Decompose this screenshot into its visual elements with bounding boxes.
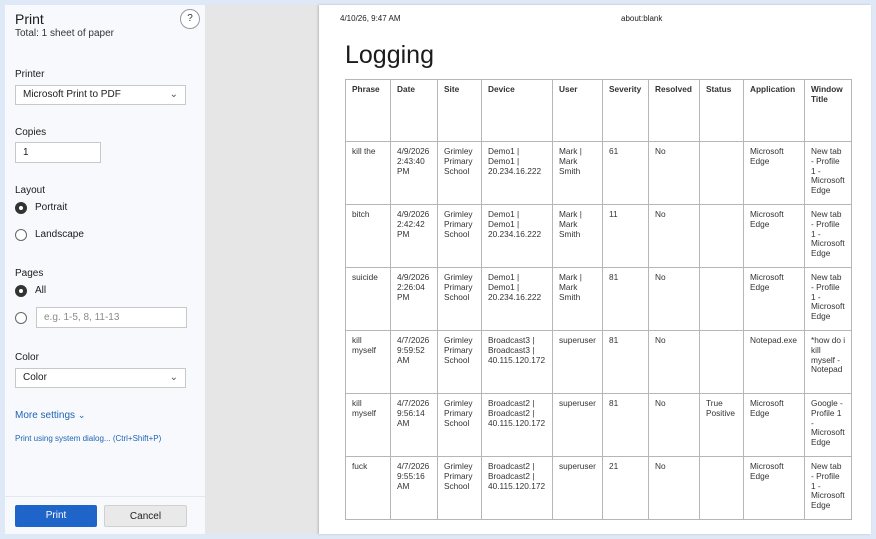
table-row — [346, 457, 852, 520]
column-header: Date — [391, 80, 438, 142]
table-cell: *how do i kill myself - Notepad — [805, 331, 852, 394]
table-cell: fuck — [346, 457, 391, 520]
page-title: Logging — [345, 41, 434, 69]
color-label: Color — [15, 352, 39, 363]
table-cell: Microsoft Edge — [744, 394, 805, 457]
table-row — [346, 268, 852, 331]
printer-select-value: Microsoft Print to PDF — [23, 89, 121, 100]
logging-table — [345, 79, 852, 520]
table-cell — [700, 457, 744, 520]
chevron-down-icon: ⌄ — [169, 372, 178, 383]
table-cell: Broadcast2 | Broadcast2 | 40.115.120.172 — [482, 394, 553, 457]
preview-page — [319, 5, 871, 534]
table-row — [346, 331, 852, 394]
table-cell: 81 — [603, 331, 649, 394]
table-cell: Demo1 | Demo1 | 20.234.16.222 — [482, 268, 553, 331]
table-cell: 4/9/2026 2:43:40 PM — [391, 142, 438, 205]
pages-range-input[interactable]: e.g. 1-5, 8, 11-13 — [36, 307, 187, 328]
table-cell: Notepad.exe — [744, 331, 805, 394]
more-settings-link[interactable] — [15, 410, 85, 421]
column-header: Window Title — [805, 80, 852, 142]
column-header: Application — [744, 80, 805, 142]
table-cell: 61 — [603, 142, 649, 205]
help-icon[interactable]: ? — [180, 9, 200, 29]
column-header: Severity — [603, 80, 649, 142]
pages-label: Pages — [15, 268, 44, 279]
copies-label: Copies — [15, 127, 47, 138]
table-row — [346, 142, 852, 205]
print-summary: Total: 1 sheet of paper — [15, 28, 114, 39]
landscape-label: Landscape — [35, 229, 84, 240]
table-cell: bitch — [346, 205, 391, 268]
table-cell: No — [649, 142, 700, 205]
print-title: Print — [15, 11, 44, 27]
table-cell: 81 — [603, 268, 649, 331]
table-cell: Microsoft Edge — [744, 142, 805, 205]
table-cell: No — [649, 394, 700, 457]
table-cell: True Positive — [700, 394, 744, 457]
cancel-button[interactable]: Cancel — [104, 505, 187, 527]
column-header: Device — [482, 80, 553, 142]
page-url: about:blank — [621, 14, 663, 23]
table-cell: superuser — [553, 331, 603, 394]
table-cell: 4/7/2026 9:55:16 AM — [391, 457, 438, 520]
table-row — [346, 394, 852, 457]
system-dialog-link[interactable]: Print using system dialog... (Ctrl+Shift+P) — [15, 434, 162, 443]
pages-all-label: All — [35, 285, 47, 296]
table-cell: Microsoft Edge — [744, 457, 805, 520]
table-cell: Grimley Primary School — [438, 268, 482, 331]
print-settings-panel — [5, 5, 205, 534]
table-cell — [700, 142, 744, 205]
color-select[interactable] — [15, 368, 186, 388]
print-button[interactable]: Print — [15, 505, 97, 527]
table-cell: No — [649, 268, 700, 331]
chevron-down-icon: ⌄ — [169, 89, 178, 100]
table-cell: New tab - Profile 1 - Microsoft Edge — [805, 205, 852, 268]
table-row — [346, 205, 852, 268]
page-date: 4/10/26, 9:47 AM — [340, 14, 401, 23]
table-cell: 4/9/2026 2:42:42 PM — [391, 205, 438, 268]
table-cell: 4/7/2026 9:56:14 AM — [391, 394, 438, 457]
color-select-value: Color — [23, 372, 47, 383]
table-header-row — [346, 80, 852, 142]
table-cell: Google - Profile 1 - Microsoft Edge — [805, 394, 852, 457]
landscape-radio[interactable] — [15, 229, 27, 241]
layout-label: Layout — [15, 185, 46, 196]
table-cell: New tab - Profile 1 - Microsoft Edge — [805, 268, 852, 331]
table-cell: Mark | Mark Smith — [553, 142, 603, 205]
table-cell: 11 — [603, 205, 649, 268]
portrait-label: Portrait — [35, 202, 68, 213]
table-cell: Microsoft Edge — [744, 268, 805, 331]
table-cell: Grimley Primary School — [438, 205, 482, 268]
table-cell: kill myself — [346, 331, 391, 394]
column-header: User — [553, 80, 603, 142]
table-cell: Grimley Primary School — [438, 394, 482, 457]
table-cell — [700, 205, 744, 268]
table-cell: Mark | Mark Smith — [553, 268, 603, 331]
page-content — [319, 5, 853, 534]
table-cell: No — [649, 457, 700, 520]
table-cell: Grimley Primary School — [438, 457, 482, 520]
printer-select[interactable] — [15, 85, 186, 105]
column-header: Site — [438, 80, 482, 142]
table-cell: Demo1 | Demo1 | 20.234.16.222 — [482, 205, 553, 268]
table-cell: New tab - Profile 1 - Microsoft Edge — [805, 457, 852, 520]
table-cell — [700, 331, 744, 394]
table-cell: Microsoft Edge — [744, 205, 805, 268]
table-cell: Broadcast3 | Broadcast3 | 40.115.120.172 — [482, 331, 553, 394]
more-settings-label: More settings — [15, 410, 76, 421]
table-cell: kill myself — [346, 394, 391, 457]
table-cell: Grimley Primary School — [438, 331, 482, 394]
table-cell: superuser — [553, 457, 603, 520]
table-cell: suicide — [346, 268, 391, 331]
table-cell: 4/9/2026 2:26:04 PM — [391, 268, 438, 331]
footer-divider — [5, 496, 205, 497]
table-cell: superuser — [553, 394, 603, 457]
table-cell: 21 — [603, 457, 649, 520]
portrait-radio[interactable] — [15, 202, 27, 214]
copies-input[interactable]: 1 — [15, 142, 101, 163]
column-header: Status — [700, 80, 744, 142]
table-cell: Broadcast2 | Broadcast2 | 40.115.120.172 — [482, 457, 553, 520]
table-cell: 81 — [603, 394, 649, 457]
table-cell: Demo1 | Demo1 | 20.234.16.222 — [482, 142, 553, 205]
printer-label: Printer — [15, 69, 45, 80]
column-header: Phrase — [346, 80, 391, 142]
table-cell: No — [649, 331, 700, 394]
chevron-down-icon: ⌄ — [77, 410, 86, 420]
pages-all-radio[interactable] — [15, 285, 27, 297]
pages-custom-radio[interactable] — [15, 312, 27, 324]
table-cell: Grimley Primary School — [438, 142, 482, 205]
table-cell: No — [649, 205, 700, 268]
table-cell: New tab - Profile 1 - Microsoft Edge — [805, 142, 852, 205]
table-cell: kill the — [346, 142, 391, 205]
column-header: Resolved — [649, 80, 700, 142]
table-cell: 4/7/2026 9:59:52 AM — [391, 331, 438, 394]
table-cell: Mark | Mark Smith — [553, 205, 603, 268]
table-cell — [700, 268, 744, 331]
